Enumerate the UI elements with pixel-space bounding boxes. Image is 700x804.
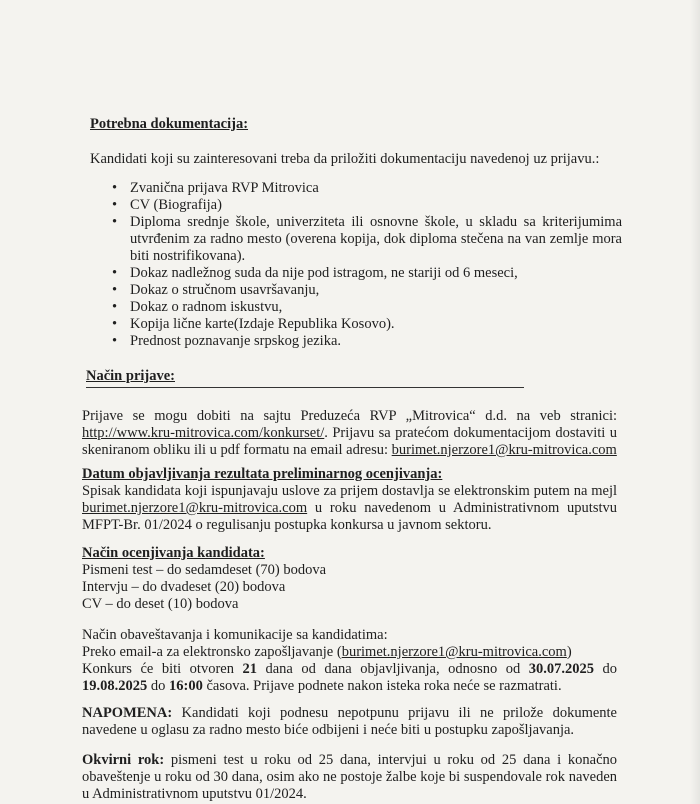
timeframe-label: Okvirni rok: [82, 752, 165, 768]
deadline-text: Konkurs će biti otvoren 21 dana od dana objavljivanja, odnosno od 30.07.2025 do 19.08.2025 do 16:00 časova. Prijave podnete nakon isteka roka neće se razmatrati. [82, 661, 618, 694]
list-item: • Kopija lične karte(Izdaje Republika Kosovo). [112, 316, 395, 332]
heading-evaluation: Način ocenjivanja kandidata: [82, 545, 265, 561]
preliminary-results-section: Datum objavljivanja rezultata preliminarnog ocenjivanja: Spisak kandidata koji ispunjavaju uslove za prijem dostavlja se elektronskim putem na mejl burimet.njerzore1@kru-mitrovica.com u roku navedenom u Administrativnom uputstvu MFPT-Br. 01/2024 o regulisanju postupka konkursa u javnom sektoru. [82, 466, 617, 533]
email-link[interactable]: burimet.njerzore1@kru-mitrovica.com [82, 500, 308, 516]
list-item: • Prednost poznavanje srpskog jezika. [112, 333, 342, 349]
email-link[interactable]: burimet.njerzore1@kru-mitrovica.com [391, 442, 617, 458]
list-item: • Dokaz nadležnog suda da nije pod istragom, ne stariji od 6 meseci, [112, 265, 518, 281]
list-item: • Diploma srednje škole, univerziteta ili osnovne škole, u skladu sa kriterijumima utvrđenim za radno mesto (overena kopija, dok diploma stečena na van zemlje mora biti nostrifikovana). [112, 214, 622, 264]
timeframe-section [82, 752, 617, 803]
evaluation-line: Pismeni test – do sedamdeset (70) bodova [82, 562, 327, 578]
list-item: • Dokaz o stručnom usavršavanju, [112, 282, 320, 298]
list-item: • Zvanična prijava RVP Mitrovica [112, 180, 319, 196]
timeframe-text: pismeni test u roku od 25 dana, intervjui u roku od 25 dana i konačno obaveštenje u roku od 30 dana, osim ako ne postoje žalbe koje bi suspendovale rok naveden u Administrativnom uputstvu 01/2024. [82, 752, 617, 802]
note-section [82, 705, 617, 739]
note-label: NAPOMENA: [82, 705, 173, 721]
application-method-text: Prijave se mogu dobiti na sajtu Preduzeća RVP „Mitrovica“ d.d. na veb stranici: http://www.kru-mitrovica.com/konkurset/. Prijavu sa pratećom dokumentacijom dostaviti u skeniranom obliku ili u pdf formatu na email adresu: burimet.njerzore1@kru-mitrovica.com [82, 408, 617, 458]
list-item: • CV (Biografija) [112, 197, 222, 213]
communication-section: Način obaveštavanja i komunikacije sa kandidatima: Preko email-a za elektronsko zapošljavanje (burimet.njerzore1@kru-mitrovica.com) Konkurs će biti otvoren 21 dana od dana objavljivanja, odnosno od 30.07.2025 do 19.08.2025 do 16:00 časova. Prijave podnete nakon isteka roka neće se razmatrati. [82, 627, 618, 694]
evaluation-line: CV – do deset (10) bodova [82, 596, 239, 612]
konkurs-link[interactable]: http://www.kru-mitrovica.com/konkurset/ [82, 425, 325, 441]
evaluation-section [82, 545, 617, 613]
heading-required-docs: Potrebna dokumentacija: [90, 116, 249, 132]
heading-application-method: Način prijave: [86, 368, 524, 388]
required-docs-list [112, 180, 622, 350]
list-item: • Dokaz o radnom iskustvu, [112, 299, 283, 315]
evaluation-line: Intervju – do dvadeset (20) bodova [82, 579, 286, 595]
email-link[interactable]: burimet.njerzore1@kru-mitrovica.com [341, 644, 567, 660]
communication-heading: Način obaveštavanja i komunikacije sa kandidatima: [82, 627, 388, 643]
required-docs-intro: Kandidati koji su zainteresovani treba da priložiti dokumentaciju navedenoj uz prijavu.: [90, 151, 600, 167]
scan-edge-shadow [690, 0, 700, 804]
heading-preliminary-results: Datum objavljivanja rezultata preliminarnog ocenjivanja: [82, 466, 443, 482]
note-text: Kandidati koji podnesu nepotpunu prijavu ili ne prilože dokumente navedene u oglasu za radno mesto biće odbijeni i neće biti u postupku zapošljavanja. [82, 705, 617, 738]
